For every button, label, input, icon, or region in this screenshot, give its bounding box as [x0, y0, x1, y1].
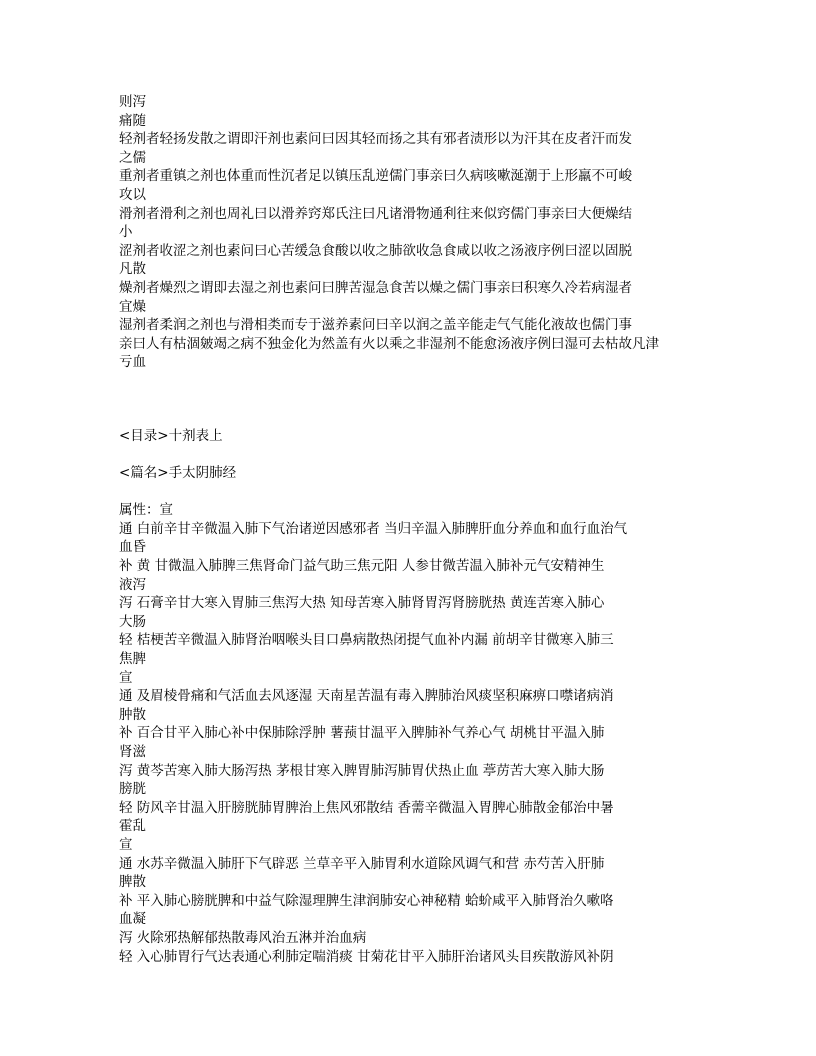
text-line: 湿剂者柔润之剂也与滑相类而专于滋养素问曰辛以润之盖辛能走气气能化液故也儒门事 — [119, 317, 632, 334]
text-line: 补 百合甘平入肺心补中保肺除浮肿 薯蓣甘温平入脾肺补气养心气 胡桃甘平温入肺 — [119, 725, 605, 742]
text-line: 肾滋 — [119, 744, 146, 760]
text-line: 攻以 — [119, 186, 146, 203]
text-line: 泻 石膏辛甘大寒入胃肺三焦泻大热 知母苦寒入肺肾胃泻肾膀胱热 黄连苦寒入肺心 — [119, 595, 605, 612]
text-line: 补 黄 甘微温入肺脾三焦肾命门益气助三焦元阳 人参甘微苦温入肺补元气安精神生 — [119, 558, 605, 575]
text-line: 宜燥 — [119, 298, 146, 315]
text-line: 轻 桔梗苦辛微温入肺肾治咽喉头目口鼻病散热闭提气血补内漏 前胡辛甘微寒入肺三 — [119, 632, 614, 649]
text-line: 重剂者重镇之剂也体重而性沉者足以镇压乱逆儒门事亲曰久病咳嗽涎潮于上形羸不可峻 — [119, 168, 632, 185]
document-page — [119, 93, 679, 966]
text-line: 属性：宣 — [119, 502, 173, 519]
text-line: 膀胱 — [119, 781, 146, 798]
text-line: 通 及眉棱骨痛和气活血去风逐湿 天南星苦温有毒入脾肺治风痰坚积麻痹口噤诸病消 — [119, 688, 614, 705]
text-line: 霍乱 — [119, 818, 146, 835]
text-line: 痛随 — [119, 112, 146, 129]
text-line: 脾散 — [119, 874, 146, 891]
toc-heading: <目录>十剂表上 — [119, 427, 223, 444]
text-line: 小 — [119, 224, 133, 241]
text-line: 轻 防风辛甘温入肝膀胱肺胃脾治上焦风邪散结 香薷辛微温入胃脾心肺散金郁治中暑 — [119, 799, 614, 816]
text-line: 宣 — [119, 836, 133, 853]
text-line: 涩剂者收涩之剂也素问曰心苦缓急食酸以收之肺欲收急食咸以收之汤液序例曰涩以固脱 — [119, 242, 632, 259]
text-line: 通 白前辛甘辛微温入肺下气治诸逆因感邪者 当归辛温入肺脾肝血分养血和血行血治气 — [119, 520, 628, 537]
text-block-lung-meridian — [119, 501, 679, 966]
text-line: 泻 黄芩苦寒入肺大肠泻热 茅根甘寒入脾胃肺泻肺胃伏热止血 葶苈苦大寒入肺大肠 — [119, 762, 605, 779]
text-line: 则泻 — [119, 94, 146, 110]
spacer — [119, 372, 679, 427]
text-line: 滑剂者滑利之剂也周礼曰以滑养窍郑氏注曰凡诸滑物通利往来似窍儒门事亲曰大便燥结 — [119, 205, 632, 222]
text-line: 泻 火除邪热解郁热散毒风治五淋并治血病 — [119, 929, 367, 946]
text-line: 焦脾 — [119, 651, 146, 668]
text-line: 轻剂者轻扬发散之谓即汗剂也素问曰因其轻而扬之其有邪者渍形以为汗其在皮者汗而发 — [119, 131, 632, 148]
text-line: 血凝 — [119, 911, 146, 928]
text-line: 通 水苏辛微温入肺肝下气辟恶 兰草辛平入肺胃利水道除风调气和营 赤芍苦入肝肺 — [119, 855, 605, 872]
text-line: 液泻 — [119, 576, 146, 593]
text-line: 大肠 — [119, 613, 146, 630]
text-line: 亏血 — [119, 354, 146, 371]
text-line: 宣 — [119, 669, 133, 686]
text-line: 亲曰人有枯涸皴竭之病不独金化为然盖有火以乘之非湿剂不能愈汤液序例曰湿可去枯故凡津 — [119, 335, 659, 352]
text-line: 燥剂者燥烈之谓即去湿之剂也素问曰脾苦湿急食苦以燥之儒门事亲曰积寒久冷若病湿者 — [119, 279, 632, 296]
text-line: 之儒 — [119, 149, 146, 166]
text-line: 轻 入心肺胃行气达表通心利肺定喘消痰 甘菊花甘平入肺肝治诸风头目疾散游风补阴 — [119, 948, 614, 965]
spacer — [119, 483, 679, 502]
text-block-ten-formulas — [119, 93, 679, 372]
text-line: 凡散 — [119, 261, 146, 278]
text-line: 肿散 — [119, 706, 146, 723]
text-line: 补 平入肺心膀胱脾和中益气除湿理脾生津润肺安心神秘精 蛤蚧咸平入肺肾治久嗽咯 — [119, 892, 614, 909]
text-line: 血昏 — [119, 539, 146, 556]
spacer — [119, 446, 679, 465]
chapter-heading: <篇名>手太阴肺经 — [119, 465, 237, 482]
